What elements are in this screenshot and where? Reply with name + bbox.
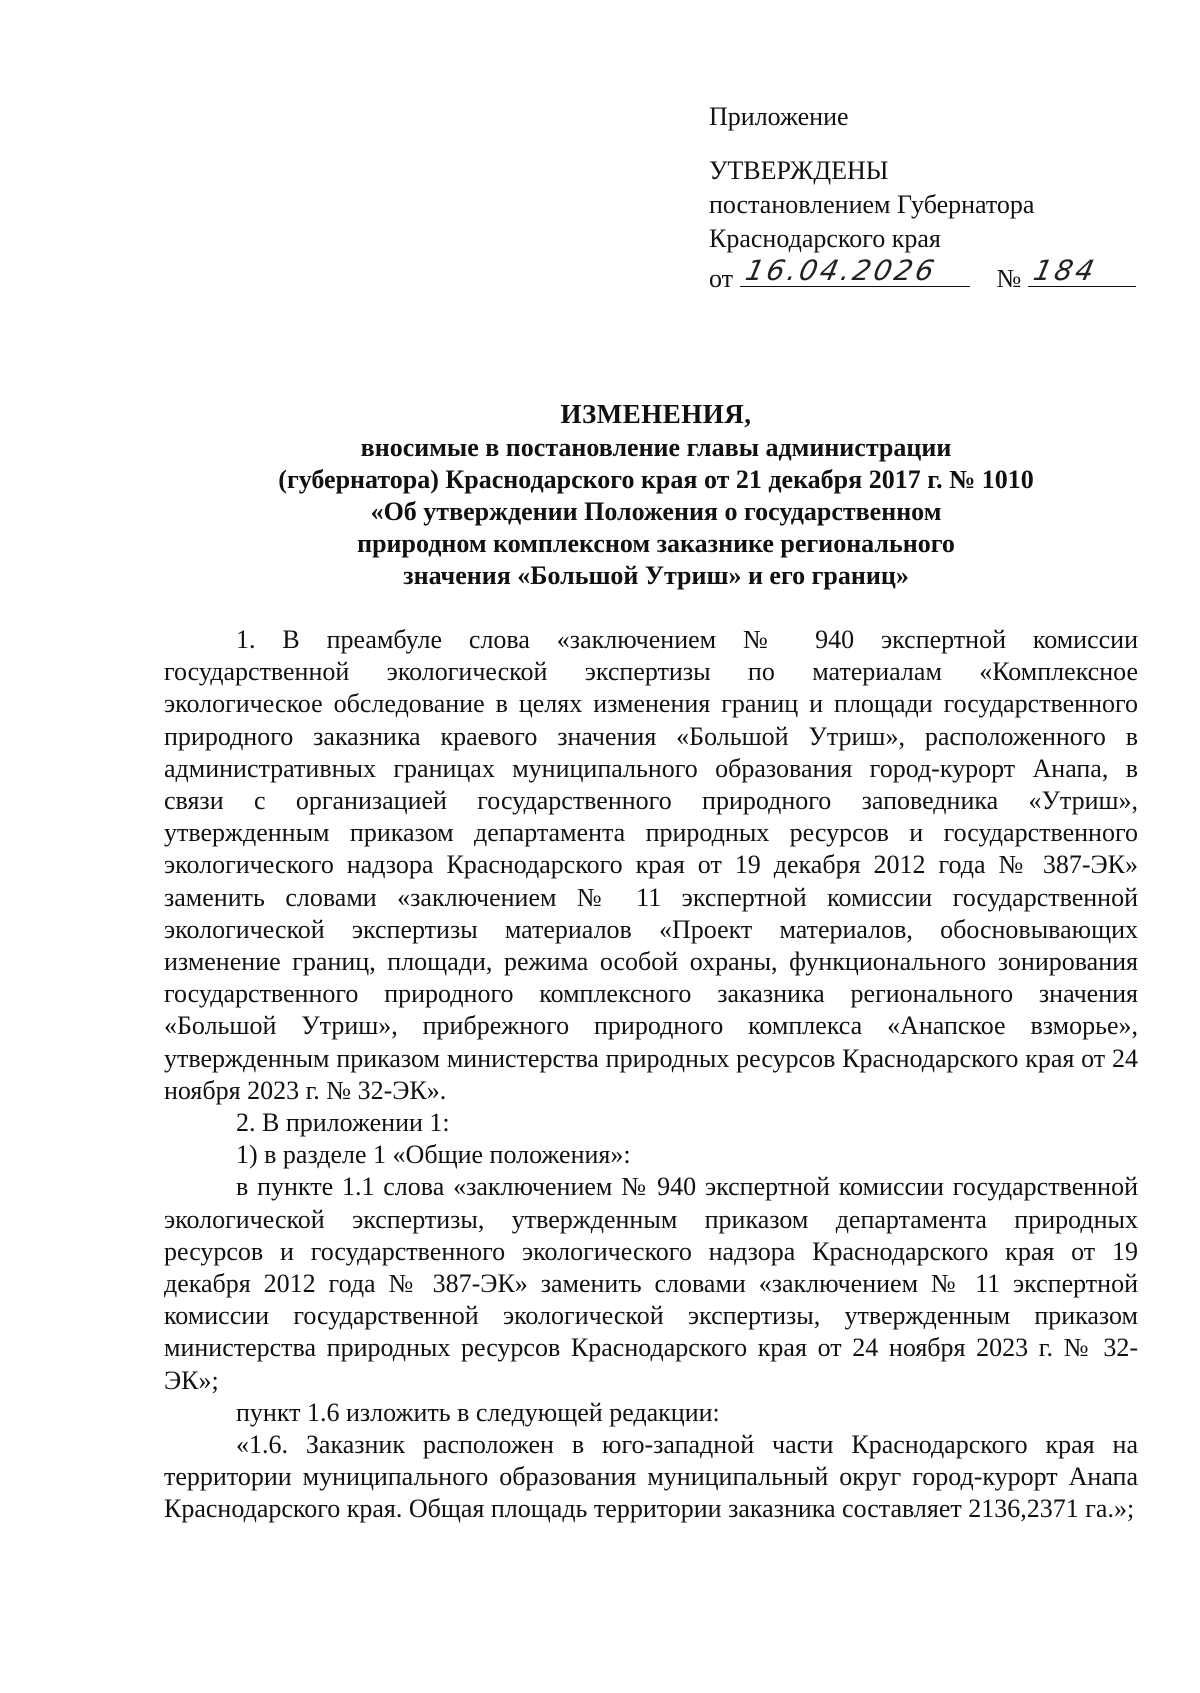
approved-by-line-2: Краснодарского края bbox=[709, 224, 941, 253]
appendix-label: Приложение bbox=[709, 102, 849, 131]
number-blank bbox=[1028, 256, 1136, 287]
title-main: ИЗМЕНЕНИЯ, bbox=[560, 399, 752, 429]
approval-block bbox=[709, 100, 1149, 296]
handwritten-date: 16.04.2026 bbox=[742, 254, 940, 287]
paragraph-4: в пункте 1.1 слова «заключением № 940 экспертной комиссии государственной экологической экспертизы, утвержденным приказом департамента природных ресурсов и государственного экологического надзора Краснодарского края от 19 декабря 2012 года № 387-ЭК» заменить словами «заключением № 11 экспертной комиссии государственной экологической экспертизы, утвержденным приказом министерства природных ресурсов Краснодарского края от 24 ноября 2023 г. № 32-ЭК»; bbox=[164, 1172, 1138, 1395]
paragraph-6: «1.6. Заказник расположен в юго-западной части Краснодарского края на территории муниципального образования муниципальный округ город-курорт Анапа Краснодарского края. Общая площадь территории заказника составляет 2136,2371 га.»; bbox=[164, 1430, 1138, 1524]
paragraph-1: 1. В преамбуле слова «заключением № 940 экспертной комиссии государственной экологической экспертизы по материалам «Комплексное экологическое обследование в целях изменения границ и площади государственного природного заказника краевого значения «Большой Утриш», расположенного в административных границах муниципального образования город-курорт Анапа, в связи с организацией государственного природного заповедника «Утриш», утвержденным приказом департамента природных ресурсов и государственного экологического надзора Краснодарского края от 19 декабря 2012 года № 387-ЭК» заменить словами «заключением № 11 экспертной комиссии государственной экологической экспертизы материалов «Проект материалов, обосновывающих изменение границ, площади, режима особой охраны, функционального зонирования государственного природного комплексного заказника регионального значения «Большой Утриш», прибрежного природного комплекса «Анапское взморье», утвержденным приказом министерства природных ресурсов Краснодарского края от 24 ноября 2023 г. № 32-ЭК». bbox=[164, 625, 1138, 1105]
approved-heading: УТВЕРЖДЕНЫ bbox=[709, 156, 889, 185]
title-line-4: природном комплексном заказнике регионального bbox=[357, 529, 955, 558]
document-body bbox=[164, 624, 1138, 1526]
number-prefix: № bbox=[996, 264, 1022, 293]
date-number-line bbox=[709, 256, 1149, 296]
title-line-2: (губернатора) Краснодарского края от 21 декабря 2017 г. № 1010 bbox=[278, 465, 1034, 494]
paragraph-5: пункт 1.6 изложить в следующей редакции: bbox=[236, 1397, 720, 1427]
paragraph-3: 1) в разделе 1 «Общие положения»: bbox=[236, 1140, 631, 1170]
title-line-1: вносимые в постановление главы администрации bbox=[360, 433, 952, 462]
approved-by-line-1: постановлением Губернатора bbox=[709, 190, 1035, 219]
date-prefix: от bbox=[709, 264, 734, 293]
title-line-5: значения «Большой Утриш» и его границ» bbox=[403, 561, 909, 590]
title-line-3: «Об утверждении Положения о государственном bbox=[370, 497, 942, 526]
handwritten-number: 184 bbox=[1030, 254, 1100, 287]
document-title bbox=[160, 398, 1152, 592]
date-blank bbox=[740, 256, 970, 287]
paragraph-2: 2. В приложении 1: bbox=[236, 1108, 450, 1138]
